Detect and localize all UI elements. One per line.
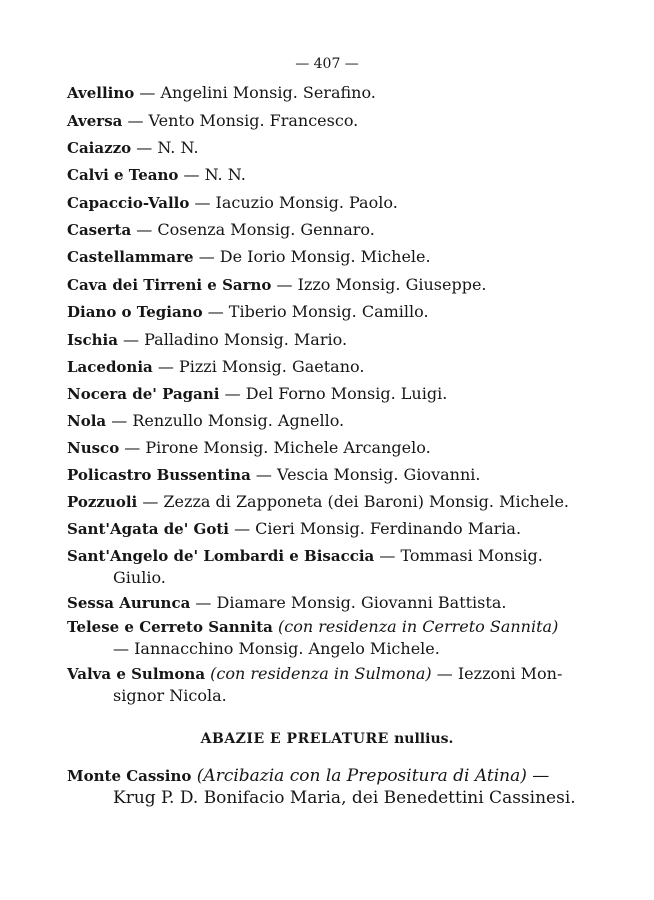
diocese-name: Capaccio-Vallo	[67, 194, 190, 212]
diocese-entry	[67, 246, 567, 268]
diocese-entry	[67, 192, 567, 214]
diocese-entry	[67, 383, 567, 405]
abbey-holder: Krug P. D. Bonifacio Maria, dei Benedettini Cassinesi.	[113, 788, 576, 808]
diocese-entry	[67, 437, 567, 459]
diocese-entry	[67, 219, 567, 241]
diocese-name: Sessa Aurunca	[67, 594, 191, 612]
diocese-holder: Angelini Monsig. Serafino.	[160, 83, 376, 102]
diocese-entry	[67, 329, 567, 351]
diocese-name: Pozzuoli	[67, 493, 138, 511]
separator-dash: —	[142, 492, 159, 511]
diocese-holder: Cieri Monsig. Ferdinando Maria.	[255, 519, 522, 538]
diocese-entry	[67, 137, 567, 159]
diocese-holder: Vescia Monsig. Giovanni.	[277, 465, 481, 484]
diocese-holder: Del Forno Monsig. Luigi.	[245, 384, 448, 403]
diocese-holder: Renzullo Monsig. Agnello.	[132, 411, 345, 430]
separator-dash: —	[123, 330, 140, 349]
separator-dash: —	[379, 546, 396, 565]
diocese-name: Telese e Cerreto Sannita	[67, 618, 273, 636]
separator-dash: —	[139, 83, 156, 102]
separator-dash: —	[234, 519, 251, 538]
separator-dash: —	[207, 302, 224, 321]
separator-dash: —	[532, 766, 550, 786]
diocese-entry	[67, 82, 567, 104]
diocese-entry	[67, 410, 567, 432]
diocese-holder: De Iorio Monsig. Michele.	[219, 247, 431, 266]
diocese-holder: Vento Monsig. Francesco.	[148, 111, 359, 130]
diocese-entry	[67, 164, 567, 186]
diocese-entry	[67, 545, 567, 589]
abbey-note: (Arcibazia con la Prepositura di Atina)	[196, 766, 527, 786]
diocese-name: Calvi e Teano	[67, 166, 179, 184]
diocese-name: Valva e Sulmona	[67, 665, 206, 683]
diocese-name: Nocera de' Pagani	[67, 385, 220, 403]
diocese-name: Policastro Bussentina	[67, 466, 251, 484]
diocese-name: Sant'Angelo de' Lombardi e Bisaccia	[67, 547, 375, 565]
diocese-holder: N. N.	[204, 165, 246, 184]
separator-dash: —	[195, 593, 212, 612]
separator-dash: —	[255, 465, 272, 484]
diocese-entry	[67, 518, 567, 540]
diocese-holder: Tommasi Monsig.	[400, 546, 543, 565]
diocese-name: Aversa	[67, 112, 123, 130]
diocese-holder: Tiberio Monsig. Camillo.	[228, 302, 429, 321]
diocese-name: Cava dei Tirreni e Sarno	[67, 276, 272, 294]
separator-dash: —	[198, 247, 215, 266]
diocese-name: Castellammare	[67, 248, 194, 266]
diocese-holder: Pirone Monsig. Michele Arcangelo.	[145, 438, 431, 457]
abbey-name: Monte Cassino	[67, 767, 192, 785]
separator-dash: —	[224, 384, 241, 403]
diocese-entry	[67, 110, 567, 132]
abbey-entry	[67, 765, 576, 809]
diocese-holder: Iacuzio Monsig. Paolo.	[215, 193, 398, 212]
diocese-holder: Cosenza Monsig. Gennaro.	[157, 220, 375, 239]
separator-dash: —	[194, 193, 211, 212]
diocese-entry	[67, 464, 567, 486]
separator-dash: —	[136, 138, 153, 157]
diocese-holder: Izzo Monsig. Giuseppe.	[297, 275, 487, 294]
separator-dash: —	[276, 275, 293, 294]
diocese-holder: Zezza di Zapponeta (dei Baroni) Monsig. Michele.	[163, 492, 569, 511]
diocese-name: Nusco	[67, 439, 120, 457]
diocese-name: Caserta	[67, 221, 132, 239]
diocese-name: Sant'Agata de' Goti	[67, 520, 229, 538]
separator-dash: —	[124, 438, 141, 457]
diocese-entry	[67, 301, 567, 323]
diocese-residence-note: (con residenza in Cerreto Sannita)	[278, 617, 559, 636]
diocese-holder-continuation: — Iannacchino Monsig. Angelo Michele.	[113, 639, 440, 658]
page-number: — 407 —	[295, 56, 359, 72]
diocese-holder: Pizzi Monsig. Gaetano.	[178, 357, 365, 376]
separator-dash: —	[127, 111, 144, 130]
section-heading-title: ABAZIE E PRELATURE	[200, 731, 389, 747]
diocese-entry	[67, 356, 567, 378]
diocese-name: Caiazzo	[67, 139, 132, 157]
diocese-name: Nola	[67, 412, 107, 430]
diocese-name: Avellino	[67, 84, 135, 102]
diocese-entry	[67, 592, 567, 614]
diocese-holder: Diamare Monsig. Giovanni Battista.	[216, 593, 507, 612]
section-heading	[0, 731, 654, 747]
diocese-name: Diano o Tegiano	[67, 303, 203, 321]
diocese-entry	[67, 616, 567, 660]
section-heading-latin: nullius.	[394, 731, 454, 747]
diocese-name: Lacedonia	[67, 358, 153, 376]
diocese-residence-note: (con residenza in Sulmona)	[210, 664, 432, 683]
diocese-holder: Palladino Monsig. Mario.	[144, 330, 348, 349]
diocese-name: Ischia	[67, 331, 118, 349]
diocese-holder-continuation: Giulio.	[113, 568, 166, 587]
diocese-entry	[67, 663, 567, 707]
separator-dash: —	[157, 357, 174, 376]
diocese-holder-continuation: signor Nicola.	[113, 686, 227, 705]
diocese-holder: N. N.	[157, 138, 199, 157]
diocese-holder: — Iezzoni Mon-	[436, 664, 563, 683]
separator-dash: —	[183, 165, 200, 184]
separator-dash: —	[111, 411, 128, 430]
diocese-entry	[67, 274, 567, 296]
diocese-entry	[67, 491, 567, 513]
separator-dash: —	[136, 220, 153, 239]
